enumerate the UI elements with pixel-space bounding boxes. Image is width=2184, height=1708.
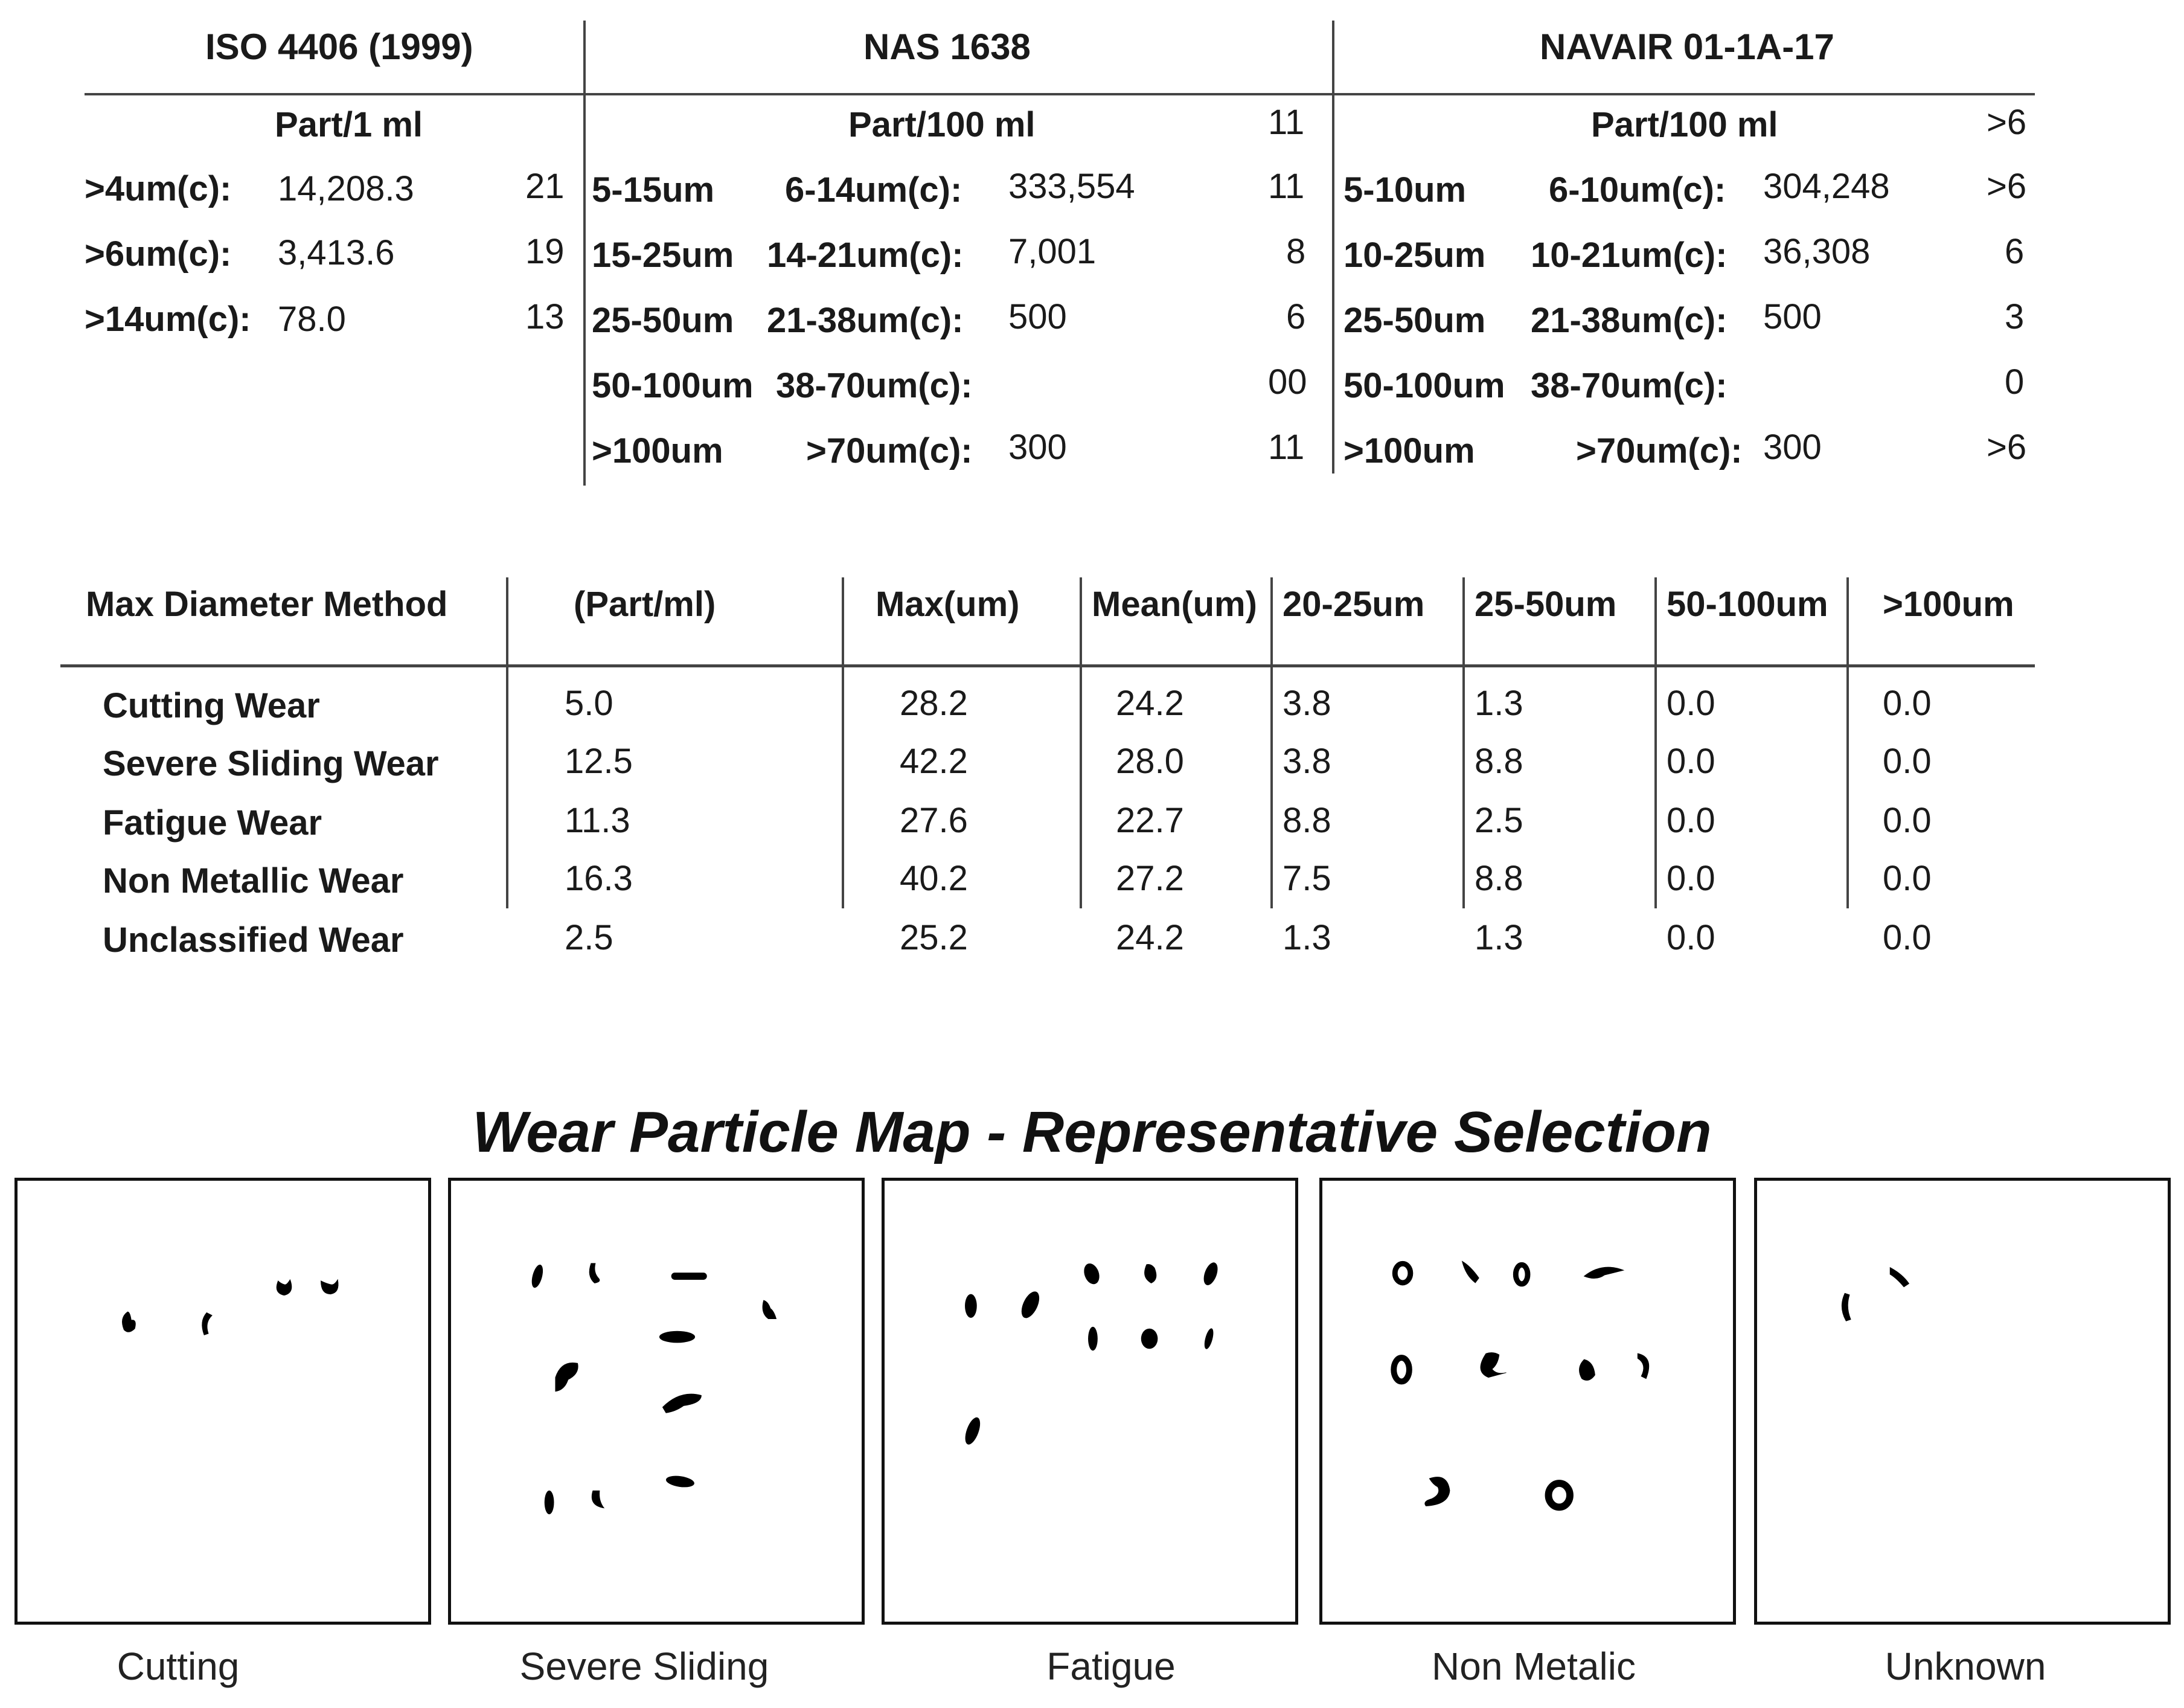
nas-row-label: 21-38um(c):	[767, 301, 964, 340]
wear-type: Non Metallic Wear	[103, 861, 404, 901]
navair-row-range: 5-10um	[1343, 170, 1467, 210]
particle-image	[18, 1181, 428, 1622]
max-value: 25.2	[900, 918, 968, 957]
navair-row-range: 10-25um	[1343, 236, 1486, 275]
r50-100-value: 0.0	[1667, 742, 1715, 781]
navair-row-code: 0	[2005, 362, 2025, 402]
particle-image	[1322, 1181, 1733, 1622]
nas-row-range: 15-25um	[592, 236, 734, 275]
nas-row-code: 6	[1286, 297, 1306, 336]
nas-row-value: 300	[1008, 428, 1067, 467]
wear-table-header-rule	[60, 664, 2035, 667]
r25-50-value: 8.8	[1475, 859, 1523, 898]
panel-caption: Unknown	[1885, 1645, 2046, 1688]
contamination-standards	[0, 0, 2184, 495]
particle-panel-fatigue	[882, 1178, 1298, 1625]
iso-nas-divider	[583, 21, 586, 486]
navair-row-code: >6	[1987, 167, 2027, 206]
mean-value: 24.2	[1116, 918, 1184, 957]
navair-row-label: 6-10um(c):	[1549, 170, 1726, 210]
iso-unit: Part/1 ml	[275, 105, 423, 144]
mean-value: 22.7	[1116, 801, 1184, 840]
nas-navair-divider	[1332, 21, 1334, 474]
navair-row-range: >100um	[1343, 431, 1475, 470]
mean-value: 28.0	[1116, 742, 1184, 781]
iso-row-label: >4um(c):	[85, 169, 232, 208]
nas-row-code: 11	[1268, 167, 1305, 206]
nas-row-value: 7,001	[1008, 232, 1097, 271]
iso-row-value: 3,413.6	[278, 233, 395, 272]
navair-title: NAVAIR 01-1A-17	[1540, 27, 1834, 67]
header-over-100: >100um	[1883, 585, 2014, 624]
navair-row-range: 25-50um	[1343, 301, 1486, 340]
iso-row-label: >14um(c):	[85, 300, 251, 339]
nas-unit: Part/100 ml	[848, 105, 1036, 144]
nas-row-label: 14-21um(c):	[767, 236, 964, 275]
particle-image	[885, 1181, 1295, 1622]
nas-row-label: 6-14um(c):	[785, 170, 962, 210]
nas-row-range: >100um	[592, 431, 723, 470]
standards-header-rule	[85, 93, 2035, 95]
r25-50-value: 2.5	[1475, 801, 1523, 840]
nas-row-range: 25-50um	[592, 301, 734, 340]
wear-type: Fatigue Wear	[103, 803, 322, 843]
nas-row-value: 500	[1008, 297, 1067, 336]
part-ml-value: 12.5	[565, 742, 633, 781]
particle-map-title: Wear Particle Map - Representative Selection	[472, 1100, 1712, 1164]
wear-type: Cutting Wear	[103, 686, 320, 725]
nas-row-label: >70um(c):	[806, 431, 973, 470]
navair-unit: Part/100 ml	[1591, 105, 1778, 144]
r25-50-value: 1.3	[1475, 684, 1523, 723]
r100-value: 0.0	[1883, 801, 1932, 840]
panel-caption: Severe Sliding	[519, 1645, 769, 1688]
iso-row-value: 14,208.3	[278, 169, 414, 208]
col-divider	[1654, 577, 1657, 908]
max-value: 28.2	[900, 684, 968, 723]
header-method: Max Diameter Method	[86, 585, 448, 624]
col-divider	[1462, 577, 1465, 908]
r20-25-value: 1.3	[1283, 918, 1331, 957]
mean-value: 24.2	[1116, 684, 1184, 723]
col-divider	[842, 577, 844, 908]
r100-value: 0.0	[1883, 742, 1932, 781]
max-value: 40.2	[900, 859, 968, 898]
mean-value: 27.2	[1116, 859, 1184, 898]
iso-row-code: 21	[525, 167, 565, 206]
r50-100-value: 0.0	[1667, 801, 1715, 840]
nas-row-code: 11	[1268, 428, 1305, 467]
col-divider	[1270, 577, 1273, 908]
particle-image	[1757, 1181, 2168, 1622]
nas-row-label: 38-70um(c):	[776, 366, 973, 405]
nas-unit-code: 11	[1268, 103, 1305, 142]
r50-100-value: 0.0	[1667, 918, 1715, 957]
part-ml-value: 16.3	[565, 859, 633, 898]
max-value: 27.6	[900, 801, 968, 840]
navair-row-label: >70um(c):	[1576, 431, 1743, 470]
navair-row-range: 50-100um	[1343, 366, 1505, 405]
col-divider	[506, 577, 508, 908]
part-ml-value: 5.0	[565, 684, 613, 723]
wear-table	[0, 544, 2184, 990]
particle-image	[451, 1181, 862, 1622]
r20-25-value: 3.8	[1283, 742, 1331, 781]
panel-caption: Fatigue	[1046, 1645, 1176, 1688]
navair-row-code: 6	[2005, 232, 2025, 271]
particle-panel-severe-sliding	[448, 1178, 865, 1625]
header-25-50: 25-50um	[1475, 585, 1617, 624]
max-value: 42.2	[900, 742, 968, 781]
wear-type: Unclassified Wear	[103, 920, 404, 960]
r50-100-value: 0.0	[1667, 859, 1715, 898]
iso-row-value: 78.0	[278, 300, 346, 339]
r100-value: 0.0	[1883, 684, 1932, 723]
nas-row-range: 5-15um	[592, 170, 715, 210]
navair-row-label: 10-21um(c):	[1531, 236, 1728, 275]
iso-row-code: 13	[525, 297, 565, 336]
header-max: Max(um)	[876, 585, 1020, 624]
navair-row-value: 304,248	[1763, 167, 1890, 206]
navair-row-value: 36,308	[1763, 232, 1871, 271]
navair-row-value: 300	[1763, 428, 1822, 467]
header-mean: Mean(um)	[1092, 585, 1257, 624]
r20-25-value: 8.8	[1283, 801, 1331, 840]
col-divider	[1846, 577, 1849, 908]
col-divider	[1080, 577, 1082, 908]
navair-row-code: >6	[1987, 428, 2027, 467]
header-part-ml: (Part/ml)	[574, 585, 716, 624]
panel-caption: Cutting	[117, 1645, 240, 1688]
iso-title: ISO 4406 (1999)	[205, 27, 473, 67]
particle-panel-non-metalic	[1319, 1178, 1736, 1625]
wear-type: Severe Sliding Wear	[103, 744, 439, 783]
header-50-100: 50-100um	[1667, 585, 1828, 624]
nas-row-range: 50-100um	[592, 366, 754, 405]
r25-50-value: 8.8	[1475, 742, 1523, 781]
part-ml-value: 2.5	[565, 918, 613, 957]
r20-25-value: 3.8	[1283, 684, 1331, 723]
iso-row-label: >6um(c):	[85, 234, 232, 274]
navair-row-value: 500	[1763, 297, 1822, 336]
nas-row-code: 8	[1286, 232, 1306, 271]
r100-value: 0.0	[1883, 918, 1932, 957]
navair-row-code: 3	[2005, 297, 2025, 336]
nas-row-value: 333,554	[1008, 167, 1135, 206]
r50-100-value: 0.0	[1667, 684, 1715, 723]
r100-value: 0.0	[1883, 859, 1932, 898]
panel-caption: Non Metalic	[1432, 1645, 1636, 1688]
r20-25-value: 7.5	[1283, 859, 1331, 898]
r25-50-value: 1.3	[1475, 918, 1523, 957]
particle-panel-cutting	[14, 1178, 431, 1625]
particle-panel-unknown	[1754, 1178, 2171, 1625]
navair-row-label: 21-38um(c):	[1531, 301, 1728, 340]
nas-title: NAS 1638	[863, 27, 1031, 67]
navair-row-label: 38-70um(c):	[1531, 366, 1728, 405]
iso-row-code: 19	[525, 232, 565, 271]
header-20-25: 20-25um	[1283, 585, 1425, 624]
navair-unit-code: >6	[1987, 103, 2027, 142]
part-ml-value: 11.3	[565, 801, 630, 840]
nas-row-code: 00	[1268, 362, 1307, 402]
